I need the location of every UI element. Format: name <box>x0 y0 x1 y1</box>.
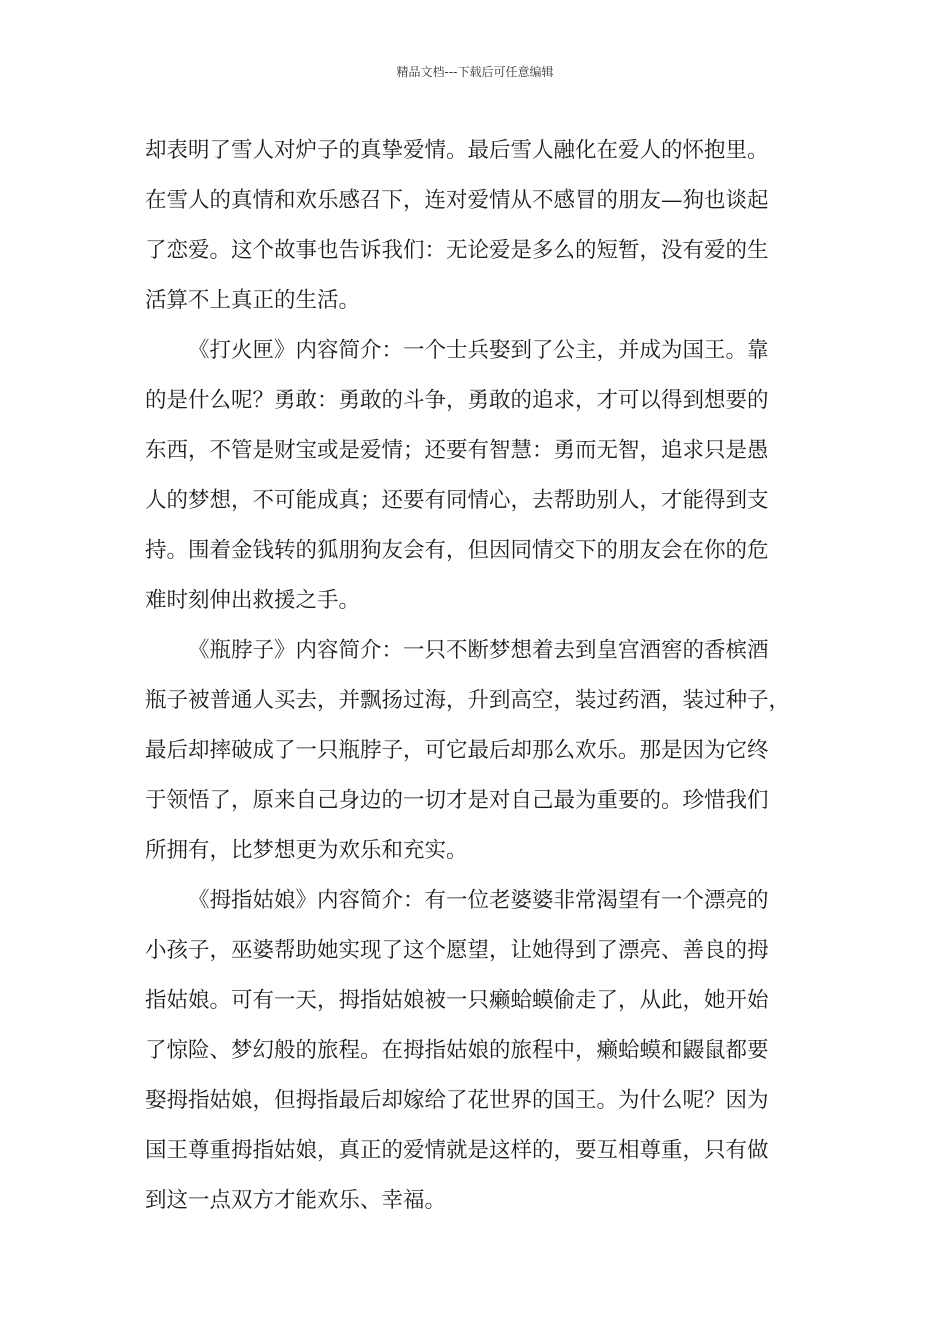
text-line: 的是什么呢？勇敢：勇敢的斗争，勇敢的追求，才可以得到想要的 <box>145 388 769 413</box>
text-line: 于领悟了，原来自己身边的一切才是对自己最为重要的。珍惜我们 <box>145 788 769 813</box>
text-line: 东西，不管是财宝或是爱情；还要有智慧：勇而无智，追求只是愚 <box>145 438 769 463</box>
text-line: 瓶子被普通人买去，并飘扬过海，升到高空，装过药酒，装过种子， <box>145 688 791 713</box>
text-line: 国王尊重拇指姑娘，真正的爱情就是这样的，要互相尊重，只有做 <box>145 1138 769 1163</box>
text-line: 《瓶脖子》内容简介：一只不断梦想着去到皇宫酒窖的香槟酒 <box>188 638 769 663</box>
text-line: 所拥有，比梦想更为欢乐和充实。 <box>145 838 468 863</box>
text-line: 难时刻伸出救援之手。 <box>145 588 361 613</box>
paragraph-tinderbox <box>145 326 817 626</box>
paragraph-snowman-continued <box>145 126 817 326</box>
text-line: 指姑娘。可有一天，拇指姑娘被一只癞蛤蟆偷走了，从此，她开始 <box>145 988 769 1013</box>
text-line: 人的梦想，不可能成真；还要有同情心，去帮助别人，才能得到支 <box>145 488 769 513</box>
page-header: 精品文档---下载后可任意编辑 <box>396 65 554 79</box>
text-line: 却表明了雪人对炉子的真挚爱情。最后雪人融化在爱人的怀抱里。 <box>145 138 769 163</box>
text-line: 到这一点双方才能欢乐、幸福。 <box>145 1188 447 1213</box>
text-line: 活算不上真正的生活。 <box>145 288 361 313</box>
text-line: 持。围着金钱转的狐朋狗友会有，但因同情交下的朋友会在你的危 <box>145 538 769 563</box>
text-line: 了惊险、梦幻般的旅程。在拇指姑娘的旅程中，癞蛤蟆和鼹鼠都要 <box>145 1038 769 1063</box>
text-line: 在雪人的真情和欢乐感召下，连对爱情从不感冒的朋友—狗也谈起 <box>145 188 769 213</box>
paragraph-thumbelina <box>145 876 817 1226</box>
paragraph-bottle-neck <box>145 626 817 876</box>
text-line: 《打火匣》内容简介：一个士兵娶到了公主，并成为国王。靠 <box>188 338 769 363</box>
document-body <box>145 126 817 1226</box>
text-line: 了恋爱。这个故事也告诉我们：无论爱是多么的短暂，没有爱的生 <box>145 238 769 263</box>
text-line: 最后却摔破成了一只瓶脖子，可它最后却那么欢乐。那是因为它终 <box>145 738 769 763</box>
text-line: 《拇指姑娘》内容简介：有一位老婆婆非常渴望有一个漂亮的 <box>188 888 769 913</box>
text-line: 小孩子，巫婆帮助她实现了这个愿望，让她得到了漂亮、善良的拇 <box>145 938 769 963</box>
text-line: 娶拇指姑娘，但拇指最后却嫁给了花世界的国王。为什么呢？因为 <box>145 1088 769 1113</box>
